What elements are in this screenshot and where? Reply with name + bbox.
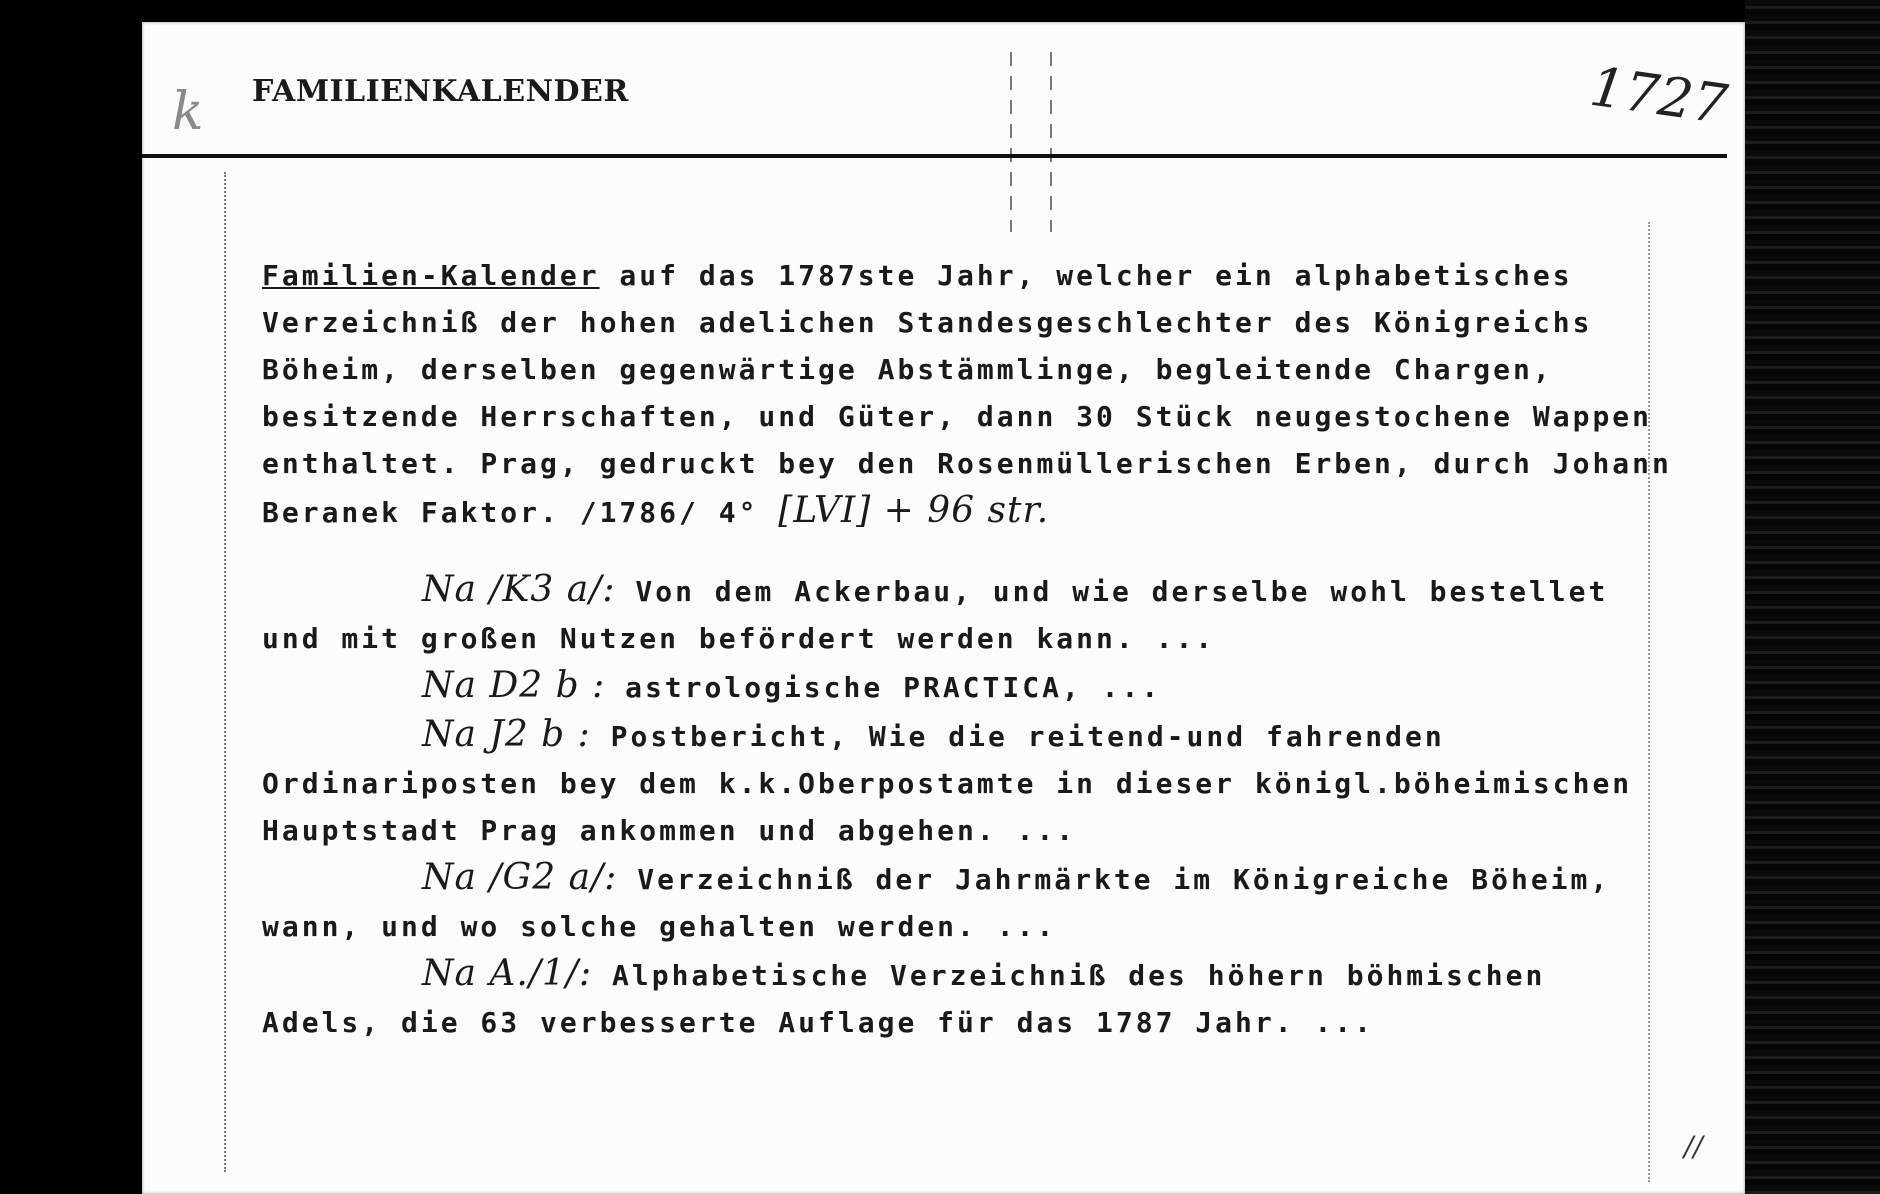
left-margin-line [224, 172, 226, 1172]
header-rule [142, 154, 1727, 158]
catalog-card [142, 22, 1745, 1194]
reference-shelfmark: Na /K3 a/: [422, 569, 616, 610]
references-list [262, 566, 1682, 1046]
reference-item [262, 950, 1682, 1046]
reference-text: astrologische PRACTICA, ... [625, 671, 1162, 704]
punch-mark [1050, 52, 1052, 232]
reference-text: Von dem Ackerbau, und wie derselbe wohl bestellet und mit großen Nutzen befördert werden kann. ... [262, 575, 1629, 655]
handwritten-pagination: [LVI] + 96 str. [778, 490, 1050, 531]
margin-mark: k [172, 82, 204, 142]
reference-item [262, 854, 1682, 950]
reference-shelfmark: Na A./1/: [422, 953, 593, 994]
entry-title-word: Familien-Kalender [262, 259, 600, 292]
reference-shelfmark: Na D2 b : [422, 665, 606, 706]
reference-item [262, 566, 1682, 662]
handwritten-page-number: 1727 [1586, 54, 1732, 137]
reference-text: Postbericht, Wie die reitend-und fahrenden Ordinariposten bey dem k.k.Oberpostamte in dieser königl.böheimischen Hauptstadt Prag ankommen und abgehen. ... [262, 720, 1653, 847]
card-header-title: FAMILIENKALENDER [252, 74, 629, 109]
entry-text: auf das 1787ste Jahr, welcher ein alphabetisches Verzeichniß der hohen adelichen Standesgeschlechter des Königreichs Böheim, derselben gegenwärtige Abstämmlinge, begleitende Chargen, besitzende Herrschaften, und Güter, dann 30 Stück neugestochene Wappen enthaltet. Prag, gedruckt bey den Rosenmüllerischen Erben, durch Johann Beranek Faktor. /1786/ 4° [262, 259, 1692, 529]
reference-item [262, 711, 1682, 854]
scan-border-strip [1745, 0, 1880, 1194]
punch-mark [1010, 52, 1012, 232]
bibliographic-entry [262, 252, 1692, 536]
reference-shelfmark: Na J2 b : [422, 714, 591, 755]
reference-shelfmark: Na /G2 a/: [422, 857, 618, 898]
corner-mark: // [1684, 1130, 1703, 1163]
reference-item [262, 662, 1682, 711]
reference-text: Verzeichniß der Jahrmärkte im Königreiche Böheim, wann, und wo solche gehalten werden. ... [262, 863, 1631, 943]
card-body [262, 252, 1692, 1046]
reference-text: Alphabetische Verzeichniß des höhern böhmischen Adels, die 63 verbesserte Auflage für das 1787 Jahr. ... [262, 959, 1566, 1039]
